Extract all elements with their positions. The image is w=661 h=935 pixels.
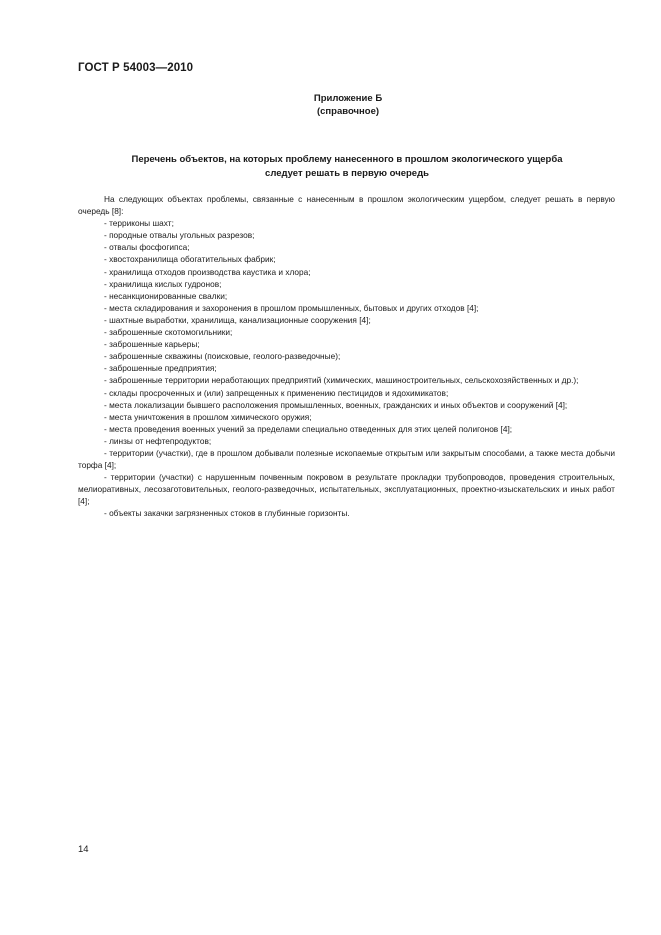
list-item: - объекты закачки загрязненных стоков в глубинные горизонты. — [104, 508, 350, 519]
list-item: - заброшенные скважины (поисковые, геолого-разведочные); — [104, 351, 341, 362]
body-text — [78, 193, 615, 520]
page-number: 14 — [78, 844, 89, 855]
list-item: - места локализации бывшего расположения промышленных, военных, гражданских и иных объектов и сооружений [4]; — [104, 399, 568, 410]
list-item: - заброшенные территории неработающих предприятий (химических, машиностроительных, сельскохозяйственных и др.); — [104, 375, 579, 386]
annex-heading — [290, 92, 406, 118]
annex-title: Приложение Б — [313, 93, 383, 104]
annex-note: (справочное) — [316, 106, 380, 117]
list-item: - заброшенные предприятия; — [104, 363, 217, 374]
list-item: - хранилища отходов производства каустика и хлора; — [104, 266, 311, 277]
list-item: - заброшенные скотомогильники; — [104, 327, 233, 338]
document-code: ГОСТ Р 54003—2010 — [78, 62, 194, 74]
list-item: - терриконы шахт; — [104, 218, 174, 229]
section-title-line-2: следует решать в первую очередь — [265, 167, 429, 179]
list-item: - хвостохранилища обогатительных фабрик; — [104, 254, 276, 265]
list-item: - места складирования и захоронения в прошлом промышленных, бытовых и других отходов [4]; — [104, 302, 479, 313]
section-title — [78, 153, 616, 180]
list-item: - территории (участки), где в прошлом добывали полезные ископаемые открытым или закрытым способами, а также места добычи торфа [4]; — [78, 447, 615, 471]
list-item: - несанкционированные свалки; — [104, 290, 228, 301]
list-item: - породные отвалы угольных разрезов; — [104, 230, 255, 241]
list-item: - линзы от нефтепродуктов; — [104, 435, 212, 446]
list-item: - шахтные выработки, хранилища, канализационные сооружения [4]; — [104, 314, 371, 325]
list-item: - места уничтожения в прошлом химического оружия; — [104, 411, 312, 422]
section-title-line-1: Перечень объектов, на которых проблему нанесенного в прошлом экологического ущерба — [131, 154, 563, 165]
list-item: - заброшенные карьеры; — [104, 339, 200, 350]
list-item: - отвалы фосфогипса; — [104, 242, 190, 253]
intro-paragraph: На следующих объектах проблемы, связанные с нанесенным в прошлом экологическим ущербом, следует решать в первую очередь [8]: — [78, 194, 615, 217]
list-item: - территории (участки) с нарушенным почвенным покровом в результате прокладки трубопроводов, проведения строительных, мелиоративных, лесозаготовительных, геолого-разведочных, испытательных, эксплуатационных, проектно-изыскательских и иных работ [4]; — [78, 472, 615, 507]
list-item: - склады просроченных и (или) запрещенных к применению пестицидов и ядохимикатов; — [104, 387, 449, 398]
list-item: - хранилища кислых гудронов; — [104, 278, 222, 289]
list-item: - места проведения военных учений за пределами специально отведенных для этих целей полигонов [4]; — [104, 423, 513, 434]
